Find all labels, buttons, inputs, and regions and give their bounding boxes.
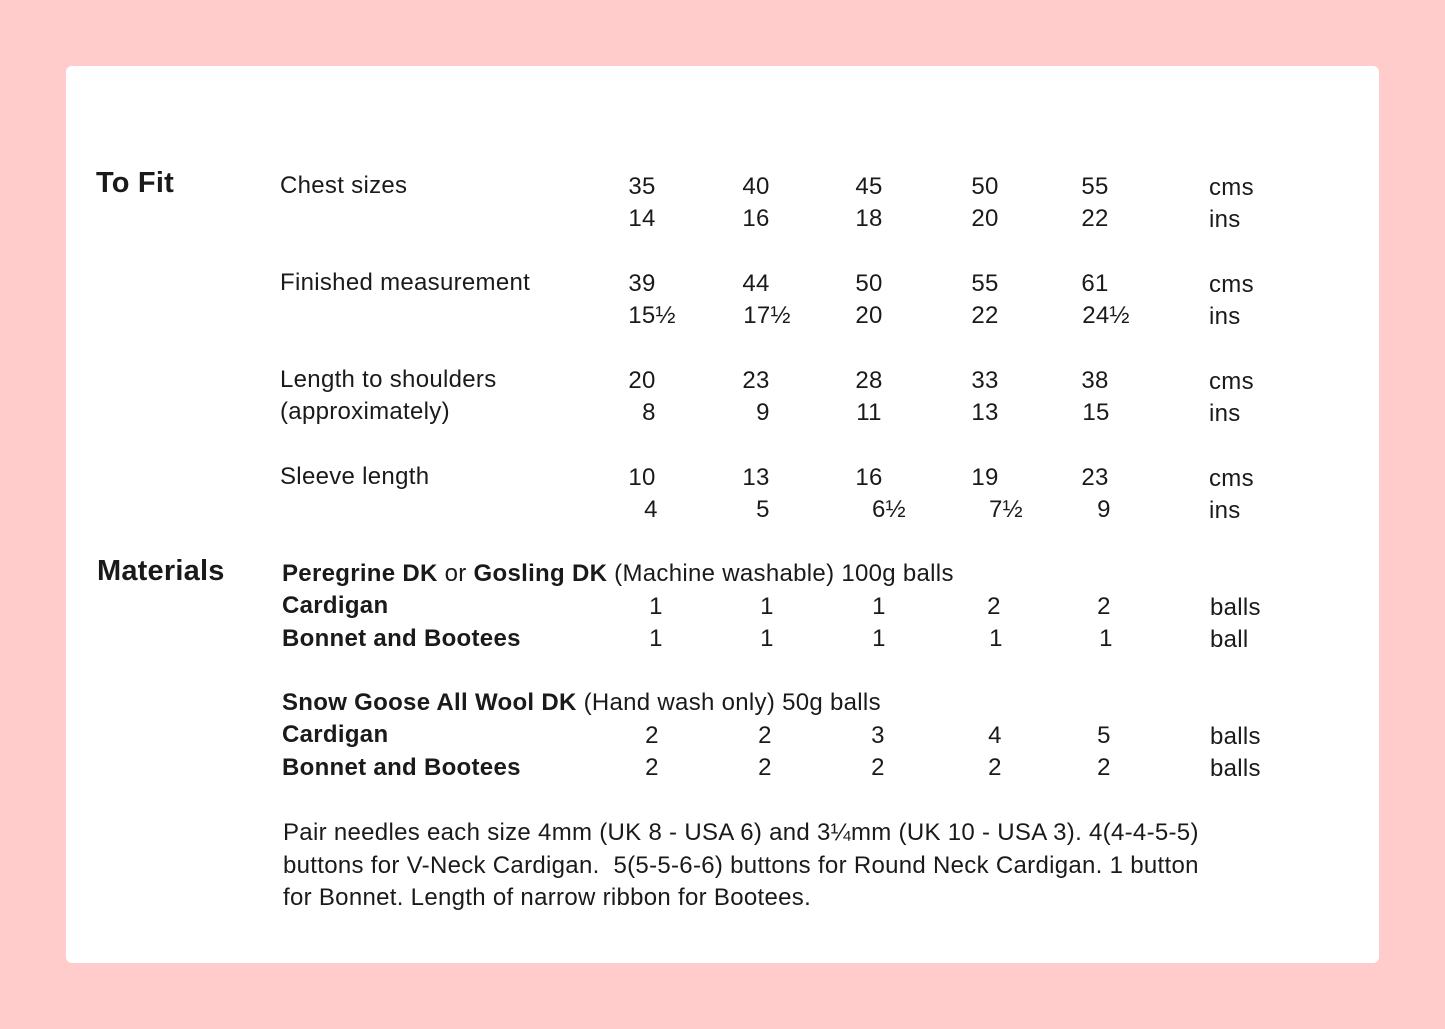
value-cell: 17½ (743, 302, 791, 329)
value-cell: 13 (742, 464, 770, 491)
unit-cms: cms (1209, 368, 1254, 395)
unit-balls: balls (1210, 594, 1261, 621)
value-cell: 55 (1081, 173, 1109, 200)
row-label-approximately: (approximately) (280, 398, 450, 425)
yarn1-or: or (437, 560, 474, 587)
value-cell: 45 (855, 173, 883, 200)
value-cell: 1 (872, 593, 886, 620)
value-cell: 40 (742, 173, 770, 200)
value-cell: 15 (1082, 399, 1110, 426)
value-cell: 50 (971, 173, 999, 200)
value-cell: 20 (855, 302, 883, 329)
unit-balls: balls (1210, 755, 1261, 782)
value-cell: 5 (756, 496, 770, 523)
yarn2-name: Snow Goose All Wool DK (282, 689, 577, 716)
material-item-label: Bonnet and Bootees (282, 625, 521, 652)
material-item-label: Bonnet and Bootees (282, 754, 521, 781)
unit-balls: balls (1210, 723, 1261, 750)
value-cell: 44 (742, 270, 770, 297)
value-cell: 1 (760, 593, 774, 620)
row-label-length-to-shoulders: Length to shoulders (280, 366, 497, 393)
value-cell: 1 (1099, 625, 1113, 652)
value-cell: 2 (1097, 754, 1111, 781)
value-cell: 11 (856, 399, 882, 426)
value-cell: 1 (649, 625, 663, 652)
value-cell: 9 (756, 399, 770, 426)
note-line: buttons for V-Neck Cardigan. 5(5-5-6-6) buttons for Round Neck Cardigan. 1 button (283, 851, 1199, 879)
yarn2-header (282, 688, 881, 718)
unit-ins: ins (1209, 400, 1241, 427)
yarn1-name1: Peregrine DK (282, 560, 438, 587)
value-cell: 7½ (989, 496, 1023, 523)
value-cell: 2 (987, 593, 1001, 620)
value-cell: 10 (628, 464, 656, 491)
value-cell: 20 (971, 205, 999, 232)
value-cell: 50 (855, 270, 883, 297)
value-cell: 55 (971, 270, 999, 297)
unit-ins: ins (1209, 303, 1241, 330)
value-cell: 13 (971, 399, 999, 426)
value-cell: 2 (645, 754, 659, 781)
value-cell: 15½ (628, 302, 676, 329)
row-label-finished-measurement: Finished measurement (280, 269, 531, 296)
value-cell: 35 (628, 173, 656, 200)
to-fit-heading: To Fit (96, 167, 174, 199)
needles-buttons-note (283, 817, 1323, 915)
value-cell: 22 (971, 302, 999, 329)
value-cell: 5 (1097, 722, 1111, 749)
value-cell: 1 (760, 625, 774, 652)
value-cell: 8 (642, 399, 656, 426)
value-cell: 16 (742, 205, 770, 232)
value-cell: 33 (971, 367, 999, 394)
value-cell: 39 (628, 270, 656, 297)
value-cell: 16 (855, 464, 883, 491)
note-line: Pair needles each size 4mm (UK 8 - USA 6) and 3¼mm (UK 10 - USA 3). 4(4-4-5-5) (283, 819, 1199, 846)
value-cell: 6½ (872, 496, 906, 523)
yarn1-name2: Gosling DK (473, 560, 608, 587)
value-cell: 14 (628, 205, 656, 232)
yarn1-detail: (Machine washable) 100g balls (607, 560, 954, 587)
pattern-card (66, 66, 1379, 963)
value-cell: 20 (628, 367, 656, 394)
value-cell: 23 (742, 367, 770, 394)
value-cell: 2 (988, 754, 1002, 781)
value-cell: 2 (871, 754, 885, 781)
value-cell: 2 (1097, 593, 1111, 620)
unit-cms: cms (1209, 174, 1254, 201)
material-item-label: Cardigan (282, 592, 389, 619)
value-cell: 19 (971, 464, 999, 491)
value-cell: 1 (649, 593, 663, 620)
unit-cms: cms (1209, 465, 1254, 492)
value-cell: 23 (1081, 464, 1109, 491)
yarn1-header (282, 559, 954, 589)
value-cell: 1 (989, 625, 1003, 652)
value-cell: 28 (855, 367, 883, 394)
unit-ins: ins (1209, 206, 1241, 233)
unit-cms: cms (1209, 271, 1254, 298)
value-cell: 18 (855, 205, 883, 232)
value-cell: 2 (758, 754, 772, 781)
row-label-sleeve-length: Sleeve length (280, 463, 430, 490)
value-cell: 2 (645, 722, 659, 749)
material-item-label: Cardigan (282, 721, 389, 748)
row-label-chest-sizes: Chest sizes (280, 172, 408, 199)
note-line: for Bonnet. Length of narrow ribbon for Bootees. (283, 884, 812, 911)
unit-ins: ins (1209, 497, 1241, 524)
value-cell: 38 (1081, 367, 1109, 394)
value-cell: 4 (988, 722, 1002, 749)
materials-heading: Materials (97, 555, 225, 587)
value-cell: 1 (872, 625, 886, 652)
value-cell: 9 (1097, 496, 1111, 523)
value-cell: 61 (1081, 270, 1109, 297)
yarn2-detail: (Hand wash only) 50g balls (576, 689, 881, 716)
value-cell: 3 (871, 722, 885, 749)
value-cell: 2 (758, 722, 772, 749)
value-cell: 4 (644, 496, 658, 523)
value-cell: 24½ (1082, 302, 1130, 329)
value-cell: 22 (1081, 205, 1109, 232)
unit-ball: ball (1210, 626, 1249, 653)
